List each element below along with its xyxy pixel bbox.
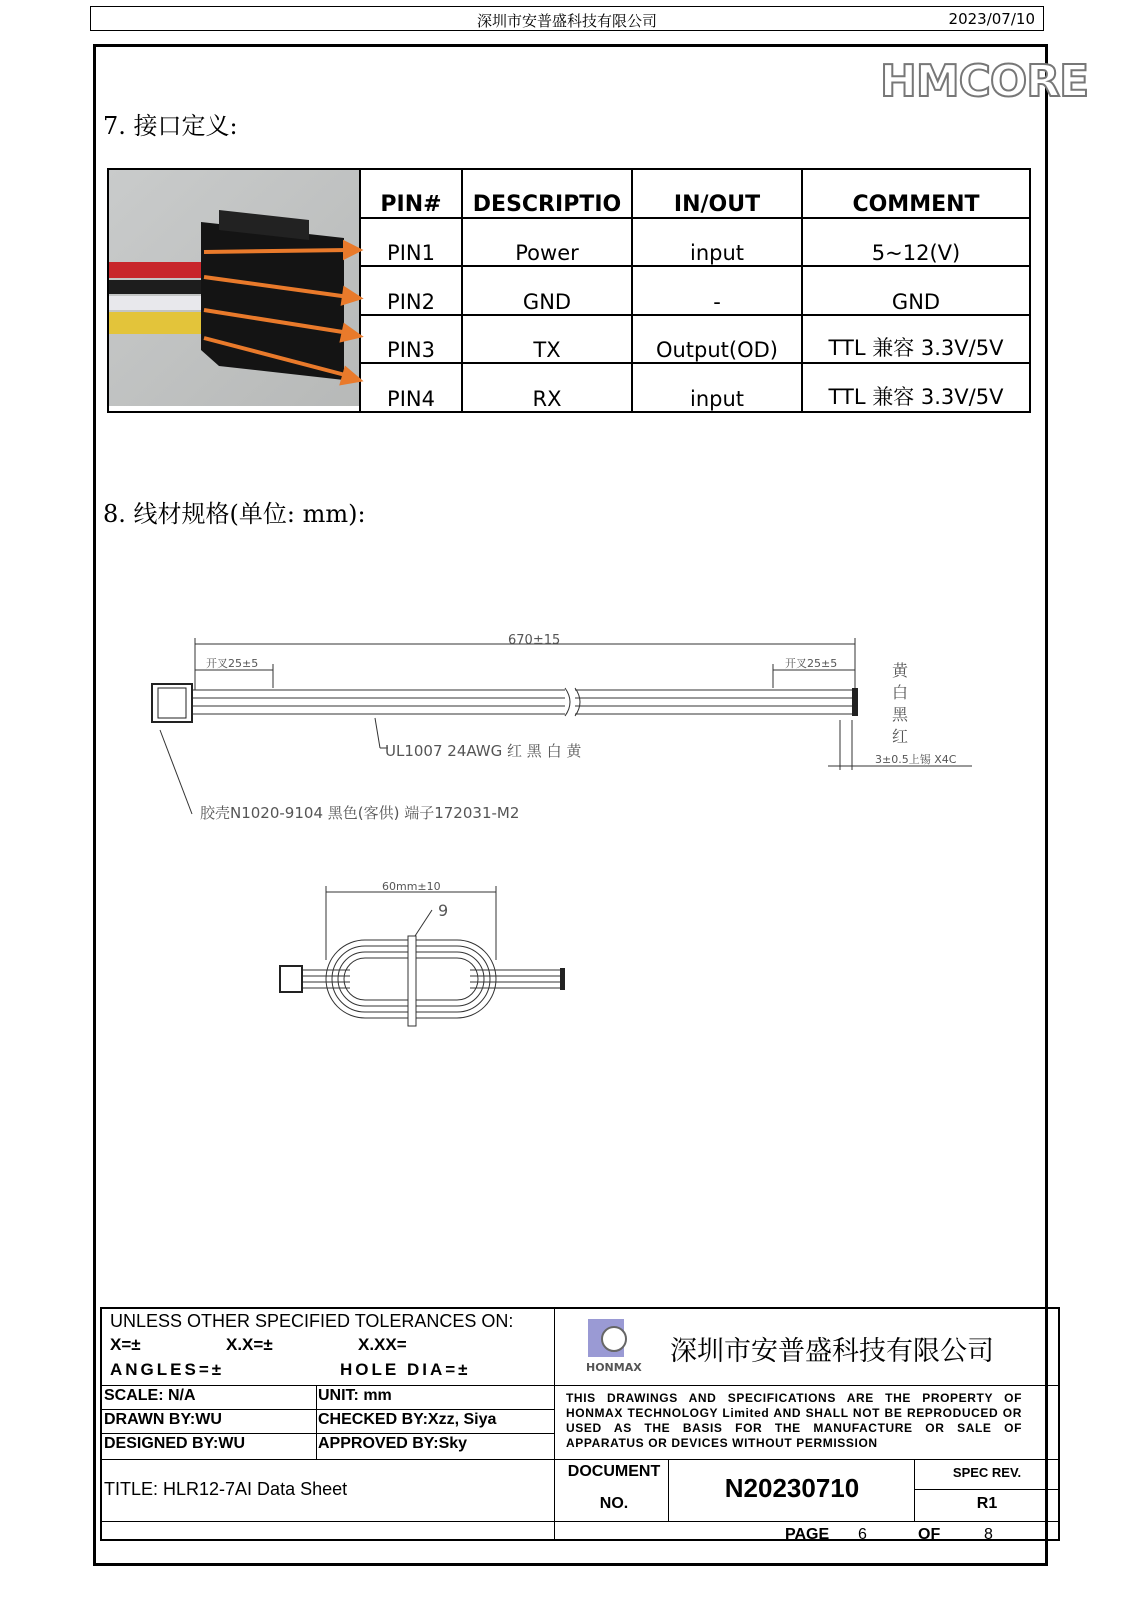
page-number: 6: [858, 1526, 867, 1543]
section-7-title: 7. 接口定义:: [103, 112, 238, 140]
tol-xxx: X.XX=: [358, 1335, 407, 1354]
housing-spec-label: 胶壳N1020-9104 黑色(客供) 端子172031-M2: [200, 804, 520, 822]
pin-table: [107, 168, 1031, 413]
company-name: 深圳市安普盛科技有限公司: [670, 1336, 994, 1367]
connector-photo-image: [109, 170, 359, 406]
spec-rev-label: SPEC REV.: [952, 1465, 1022, 1480]
honmax-logo-icon: [586, 1317, 642, 1374]
header-date: 2023/07/10: [948, 10, 1035, 28]
tolerance-heading: UNLESS OTHER SPECIFIED TOLERANCES ON:: [110, 1311, 514, 1331]
page-header: [90, 6, 1044, 31]
io-cell: input: [632, 218, 802, 267]
col-description: DESCRIPTIO: [462, 169, 632, 218]
connector-photo: [108, 169, 360, 412]
no-label: NO.: [599, 1495, 629, 1512]
scale: SCALE: N/A: [104, 1387, 196, 1404]
spec-rev: R1: [976, 1495, 998, 1512]
document-title: TITLE: HLR12-7AI Data Sheet: [104, 1479, 348, 1499]
pin-cell: PIN2: [360, 266, 462, 315]
desc-cell: TX: [462, 315, 632, 364]
col-comment: COMMENT: [802, 169, 1030, 218]
desc-cell: RX: [462, 363, 632, 412]
desc-cell: Power: [462, 218, 632, 267]
tol-x: X=±: [110, 1335, 141, 1354]
coiled-cable-drawing: [270, 880, 590, 1060]
tol-xx: X.X=±: [226, 1335, 273, 1354]
header-company: 深圳市安普盛科技有限公司: [476, 12, 657, 30]
pin-cell: PIN4: [360, 363, 462, 412]
wire-color-white: 白: [892, 683, 909, 702]
property-notice: THIS DRAWINGS AND SPECIFICATIONS ARE THE PROPERTY OF HONMAX TECHNOLOGY Limited AND SHALL NOT BE REPRODUCED OR USED AS THE BASIS FOR THE MANUFACTURE OR SALE OF APPARATUS OR DEVICES WITHOUT PERMISSION: [566, 1391, 1022, 1450]
io-cell: Output(OD): [632, 315, 802, 364]
honmax-logo-text: HONMAX: [586, 1361, 642, 1374]
tie-label: 9: [438, 901, 449, 920]
section-8-title: 8. 线材规格(单位: mm):: [103, 500, 366, 528]
tol-hole: HOLE DIA=±: [340, 1360, 471, 1379]
total-length-label: 670±15: [508, 633, 561, 648]
hmcore-logo: HMCORE: [880, 56, 1089, 107]
io-cell: input: [632, 363, 802, 412]
document-number: N20230710: [724, 1473, 860, 1503]
loop-length-label: 60mm±10: [382, 880, 441, 893]
unit: UNIT: mm: [318, 1387, 392, 1404]
tol-angles: ANGLES=±: [110, 1360, 225, 1379]
title-block: [100, 1307, 1060, 1541]
document-label: DOCUMENT: [567, 1463, 661, 1480]
tin-label: 3±0.5上锡 X4C: [875, 753, 957, 766]
designed-by: DESIGNED BY:WU: [104, 1435, 246, 1452]
of-label: OF: [918, 1526, 941, 1543]
desc-cell: GND: [462, 266, 632, 315]
comment-cell: 5~12(V): [802, 218, 1030, 267]
col-pin: PIN#: [360, 169, 462, 218]
wire-color-red: 红: [892, 727, 909, 746]
cable-drawing: [140, 630, 1000, 840]
comment-cell: TTL 兼容 3.3V/5V: [802, 363, 1030, 412]
pin-cell: PIN3: [360, 315, 462, 364]
io-cell: -: [632, 266, 802, 315]
checked-by: CHECKED BY:Xzz, Siya: [318, 1411, 497, 1428]
strip-left-label: 开叉25±5: [206, 657, 259, 670]
strip-right-label: 开叉25±5: [785, 657, 838, 670]
wire-color-black: 黑: [892, 705, 909, 724]
wire-color-yellow: 黄: [892, 661, 909, 680]
pin-cell: PIN1: [360, 218, 462, 267]
drawn-by: DRAWN BY:WU: [104, 1411, 222, 1428]
page-label: PAGE: [785, 1526, 830, 1543]
pin-table-header: [108, 169, 1030, 218]
col-in-out: IN/OUT: [632, 169, 802, 218]
comment-cell: GND: [802, 266, 1030, 315]
wire-spec-label: UL1007 24AWG 红 黑 白 黄: [385, 742, 582, 760]
comment-cell: TTL 兼容 3.3V/5V: [802, 315, 1030, 364]
approved-by: APPROVED BY:Sky: [318, 1435, 468, 1452]
total-pages: 8: [984, 1526, 993, 1543]
